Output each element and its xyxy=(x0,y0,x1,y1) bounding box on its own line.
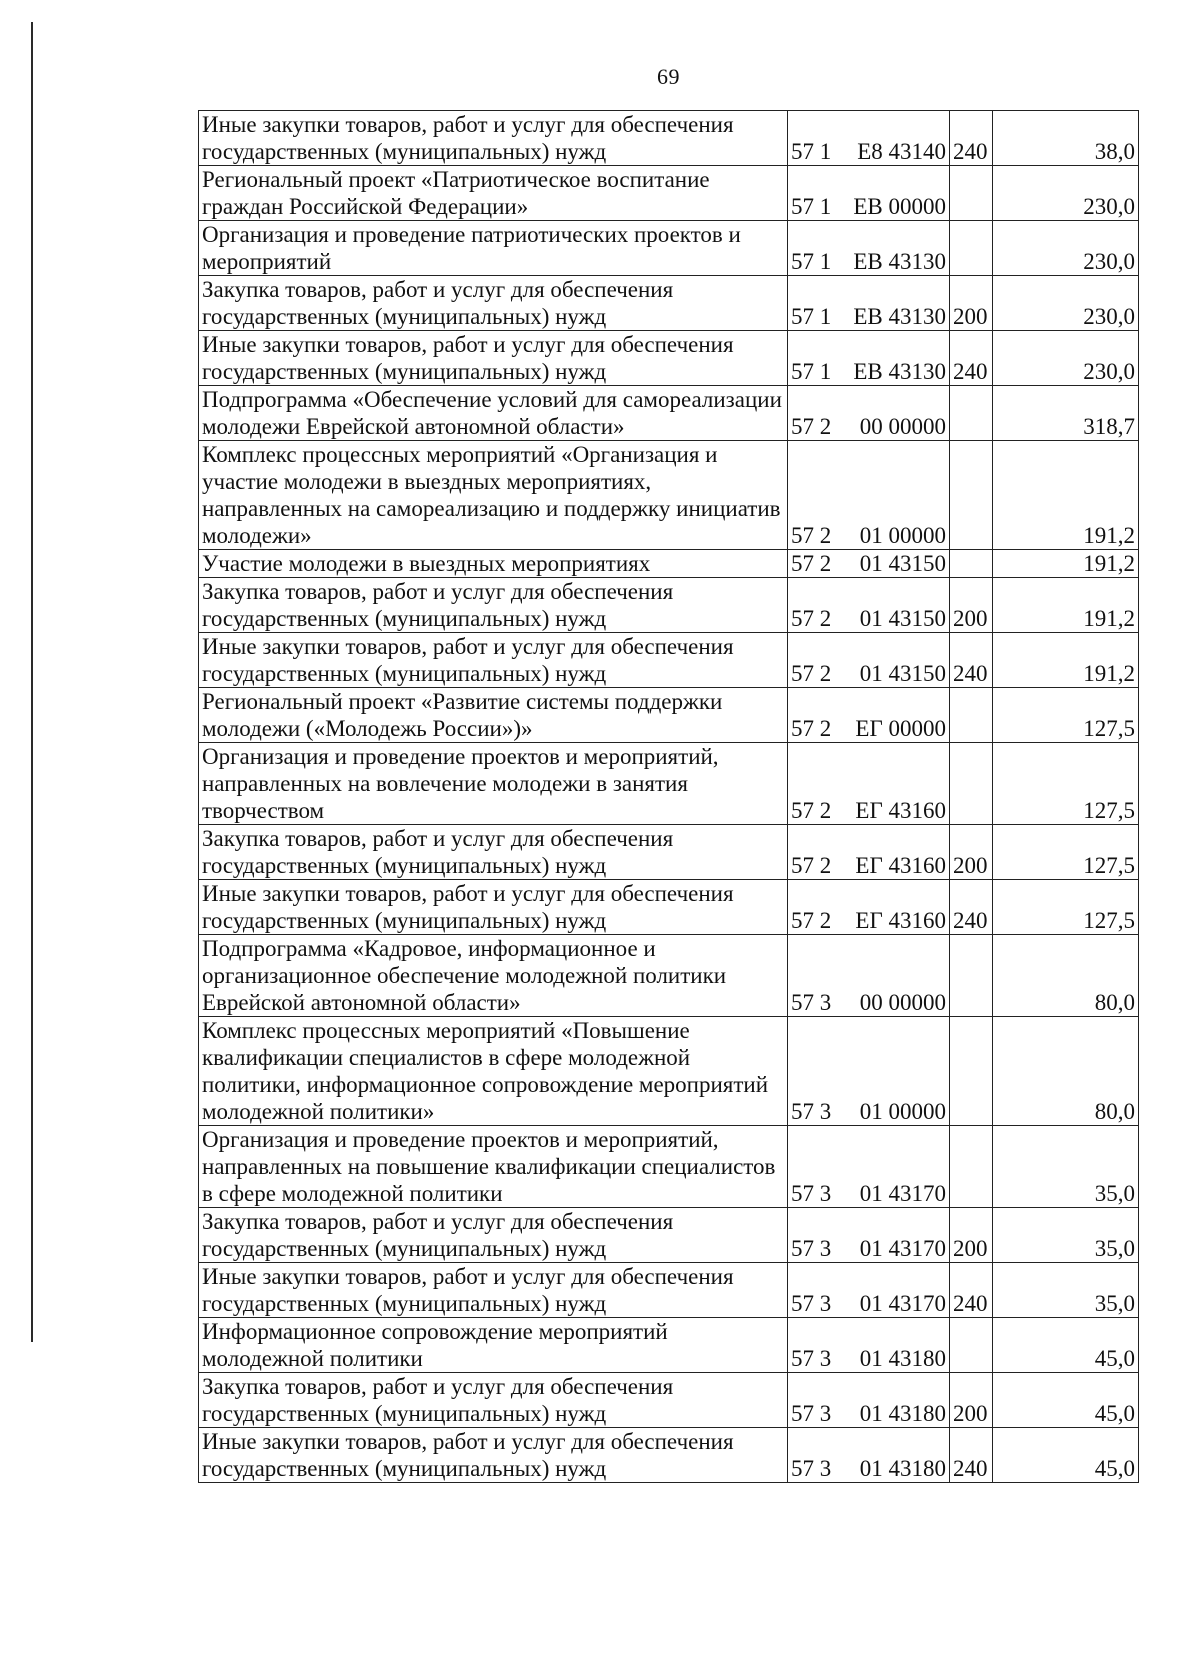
row-sum-cell: 80,0 xyxy=(993,935,1139,1017)
row-expense-type-cell: 200 xyxy=(950,276,993,331)
row-sum-cell: 230,0 xyxy=(993,331,1139,386)
row-code-program: 57 1 xyxy=(791,249,832,274)
row-code-wrap xyxy=(791,358,946,385)
table-row xyxy=(199,1373,1139,1428)
row-sum-cell: 127,5 xyxy=(993,743,1139,825)
row-sum-cell: 230,0 xyxy=(993,166,1139,221)
table-row xyxy=(199,1428,1139,1483)
row-name-cell: Информационное сопровождение мероприятий молодежной политики xyxy=(199,1318,788,1373)
row-name-cell: Организация и проведение проектов и мероприятий, направленных на вовлечение молодежи в занятия творчеством xyxy=(199,743,788,825)
row-code-item: ЕВ 43130 xyxy=(853,304,946,329)
budget-table-body xyxy=(199,111,1139,1483)
row-expense-type-cell xyxy=(950,743,993,825)
row-code-item: ЕВ 43130 xyxy=(853,359,946,384)
row-sum-cell: 35,0 xyxy=(993,1126,1139,1208)
row-code-program: 57 2 xyxy=(791,606,832,631)
row-code-wrap xyxy=(791,1290,946,1317)
row-sum-cell: 45,0 xyxy=(993,1318,1139,1373)
row-expense-type-cell xyxy=(950,166,993,221)
budget-table xyxy=(198,110,1139,1483)
row-sum-cell: 127,5 xyxy=(993,825,1139,880)
row-sum-cell: 191,2 xyxy=(993,550,1139,578)
table-row xyxy=(199,633,1139,688)
row-code-program: 57 1 xyxy=(791,139,832,164)
row-code-item: 01 43170 xyxy=(859,1181,946,1206)
table-row xyxy=(199,1017,1139,1126)
row-code-program: 57 2 xyxy=(791,853,832,878)
row-code-wrap xyxy=(791,715,946,742)
row-sum-cell: 191,2 xyxy=(993,578,1139,633)
row-code-wrap xyxy=(791,660,946,687)
row-name-cell: Подпрограмма «Обеспечение условий для самореализации молодежи Еврейской автономной области» xyxy=(199,386,788,441)
row-code-wrap xyxy=(791,852,946,879)
table-row xyxy=(199,825,1139,880)
row-name-cell: Закупка товаров, работ и услуг для обеспечения государственных (муниципальных) нужд xyxy=(199,1373,788,1428)
row-code-wrap xyxy=(791,193,946,220)
row-expense-type-cell: 240 xyxy=(950,633,993,688)
row-code-cell xyxy=(788,276,950,331)
row-code-program: 57 3 xyxy=(791,1346,832,1371)
row-name-cell: Комплекс процессных мероприятий «Повышение квалификации специалистов в сфере молодежной политики, информационное сопровождение мероприятий молодежной политики» xyxy=(199,1017,788,1126)
row-name-cell: Региональный проект «Развитие системы поддержки молодежи («Молодежь России»)» xyxy=(199,688,788,743)
row-code-item: Е8 43140 xyxy=(857,139,946,164)
table-row xyxy=(199,1208,1139,1263)
row-code-wrap xyxy=(791,605,946,632)
row-expense-type-cell: 240 xyxy=(950,1428,993,1483)
table-row xyxy=(199,111,1139,166)
row-sum-cell: 191,2 xyxy=(993,441,1139,550)
row-code-program: 57 2 xyxy=(791,551,832,576)
row-expense-type-cell xyxy=(950,221,993,276)
row-code-program: 57 1 xyxy=(791,359,832,384)
row-code-cell xyxy=(788,688,950,743)
row-code-cell xyxy=(788,441,950,550)
row-code-item: ЕГ 43160 xyxy=(855,908,946,933)
row-name-cell: Региональный проект «Патриотическое воспитание граждан Российской Федерации» xyxy=(199,166,788,221)
table-row xyxy=(199,331,1139,386)
table-row xyxy=(199,880,1139,935)
row-code-item: 01 43180 xyxy=(859,1401,946,1426)
table-row xyxy=(199,688,1139,743)
row-name-cell: Иные закупки товаров, работ и услуг для обеспечения государственных (муниципальных) нужд xyxy=(199,1263,788,1318)
row-code-cell xyxy=(788,1126,950,1208)
row-code-item: 01 00000 xyxy=(859,1099,946,1124)
row-code-wrap xyxy=(791,413,946,440)
row-code-cell xyxy=(788,743,950,825)
row-code-item: ЕГ 00000 xyxy=(855,716,946,741)
row-sum-cell: 35,0 xyxy=(993,1208,1139,1263)
row-code-program: 57 2 xyxy=(791,908,832,933)
row-code-item: 01 43180 xyxy=(859,1456,946,1481)
table-row xyxy=(199,221,1139,276)
table-row xyxy=(199,276,1139,331)
row-code-cell xyxy=(788,550,950,578)
row-code-cell xyxy=(788,578,950,633)
row-code-cell xyxy=(788,1373,950,1428)
row-sum-cell: 318,7 xyxy=(993,386,1139,441)
row-code-cell xyxy=(788,1263,950,1318)
row-expense-type-cell: 240 xyxy=(950,880,993,935)
row-sum-cell: 35,0 xyxy=(993,1263,1139,1318)
row-code-cell xyxy=(788,1318,950,1373)
row-code-cell xyxy=(788,1017,950,1126)
row-code-program: 57 2 xyxy=(791,523,832,548)
row-code-wrap xyxy=(791,1345,946,1372)
row-name-cell: Организация и проведение проектов и мероприятий, направленных на повышение квалификации специалистов в сфере молодежной политики xyxy=(199,1126,788,1208)
row-code-program: 57 3 xyxy=(791,1099,832,1124)
row-name-cell: Закупка товаров, работ и услуг для обеспечения государственных (муниципальных) нужд xyxy=(199,276,788,331)
table-row xyxy=(199,1263,1139,1318)
row-code-cell xyxy=(788,880,950,935)
row-code-item: ЕГ 43160 xyxy=(855,798,946,823)
row-name-cell: Иные закупки товаров, работ и услуг для обеспечения государственных (муниципальных) нужд xyxy=(199,880,788,935)
row-name-cell: Организация и проведение патриотических проектов и мероприятий xyxy=(199,221,788,276)
row-expense-type-cell: 200 xyxy=(950,825,993,880)
page-number: 69 xyxy=(657,64,680,89)
row-code-program: 57 1 xyxy=(791,194,832,219)
scan-edge-line xyxy=(31,22,33,1342)
row-sum-cell: 127,5 xyxy=(993,880,1139,935)
table-row xyxy=(199,550,1139,578)
row-code-wrap xyxy=(791,1235,946,1262)
row-code-item: ЕГ 43160 xyxy=(855,853,946,878)
row-expense-type-cell xyxy=(950,1318,993,1373)
row-name-cell: Комплекс процессных мероприятий «Организация и участие молодежи в выездных мероприятиях, направленных на самореализацию и поддержку инициатив молодежи» xyxy=(199,441,788,550)
table-row xyxy=(199,578,1139,633)
table-row xyxy=(199,935,1139,1017)
row-code-program: 57 2 xyxy=(791,661,832,686)
row-code-program: 57 2 xyxy=(791,798,832,823)
row-code-program: 57 3 xyxy=(791,1401,832,1426)
row-name-cell: Закупка товаров, работ и услуг для обеспечения государственных (муниципальных) нужд xyxy=(199,825,788,880)
row-code-item: ЕВ 43130 xyxy=(853,249,946,274)
table-row xyxy=(199,166,1139,221)
row-code-wrap xyxy=(791,522,946,549)
row-code-cell xyxy=(788,111,950,166)
row-code-program: 57 3 xyxy=(791,990,832,1015)
table-row xyxy=(199,386,1139,441)
row-expense-type-cell xyxy=(950,550,993,578)
row-code-program: 57 2 xyxy=(791,414,832,439)
row-expense-type-cell xyxy=(950,441,993,550)
row-expense-type-cell: 200 xyxy=(950,1373,993,1428)
row-expense-type-cell: 240 xyxy=(950,331,993,386)
row-code-wrap xyxy=(791,138,946,165)
row-expense-type-cell: 200 xyxy=(950,578,993,633)
row-sum-cell: 127,5 xyxy=(993,688,1139,743)
row-code-item: 01 43170 xyxy=(859,1291,946,1316)
row-name-cell: Иные закупки товаров, работ и услуг для обеспечения государственных (муниципальных) нужд xyxy=(199,331,788,386)
row-code-cell xyxy=(788,1208,950,1263)
row-code-item: 01 43150 xyxy=(859,551,946,576)
row-sum-cell: 191,2 xyxy=(993,633,1139,688)
row-code-program: 57 3 xyxy=(791,1291,832,1316)
row-expense-type-cell xyxy=(950,386,993,441)
row-name-cell: Иные закупки товаров, работ и услуг для обеспечения государственных (муниципальных) нужд xyxy=(199,111,788,166)
row-expense-type-cell xyxy=(950,1017,993,1126)
row-code-item: 00 00000 xyxy=(859,414,946,439)
row-code-wrap xyxy=(791,797,946,824)
row-code-item: 01 43150 xyxy=(859,606,946,631)
row-expense-type-cell xyxy=(950,935,993,1017)
row-code-wrap xyxy=(791,989,946,1016)
row-code-program: 57 3 xyxy=(791,1456,832,1481)
row-code-wrap xyxy=(791,1098,946,1125)
row-code-cell xyxy=(788,935,950,1017)
row-code-program: 57 3 xyxy=(791,1236,832,1261)
row-code-program: 57 2 xyxy=(791,716,832,741)
row-code-item: 01 00000 xyxy=(859,523,946,548)
table-row xyxy=(199,441,1139,550)
table-row xyxy=(199,743,1139,825)
row-code-cell xyxy=(788,221,950,276)
row-code-program: 57 1 xyxy=(791,304,832,329)
row-code-cell xyxy=(788,825,950,880)
row-name-cell: Подпрограмма «Кадровое, информационное и организационное обеспечение молодежной политики Еврейской автономной области» xyxy=(199,935,788,1017)
row-code-wrap xyxy=(791,303,946,330)
row-name-cell: Иные закупки товаров, работ и услуг для обеспечения государственных (муниципальных) нужд xyxy=(199,1428,788,1483)
row-name-cell: Участие молодежи в выездных мероприятиях xyxy=(199,550,788,578)
row-code-item: 01 43150 xyxy=(859,661,946,686)
row-expense-type-cell: 240 xyxy=(950,1263,993,1318)
row-code-wrap xyxy=(791,248,946,275)
row-code-item: 01 43170 xyxy=(859,1236,946,1261)
row-expense-type-cell xyxy=(950,688,993,743)
table-row xyxy=(199,1126,1139,1208)
row-code-cell xyxy=(788,166,950,221)
row-code-cell xyxy=(788,331,950,386)
row-code-cell xyxy=(788,633,950,688)
row-sum-cell: 38,0 xyxy=(993,111,1139,166)
row-expense-type-cell xyxy=(950,1126,993,1208)
row-code-item: 01 43180 xyxy=(859,1346,946,1371)
row-sum-cell: 45,0 xyxy=(993,1428,1139,1483)
row-code-wrap xyxy=(791,1455,946,1482)
row-code-wrap xyxy=(791,550,946,577)
row-code-wrap xyxy=(791,1400,946,1427)
row-code-wrap xyxy=(791,1180,946,1207)
row-expense-type-cell: 200 xyxy=(950,1208,993,1263)
row-sum-cell: 80,0 xyxy=(993,1017,1139,1126)
row-code-wrap xyxy=(791,907,946,934)
row-sum-cell: 230,0 xyxy=(993,276,1139,331)
row-name-cell: Иные закупки товаров, работ и услуг для обеспечения государственных (муниципальных) нужд xyxy=(199,633,788,688)
row-sum-cell: 45,0 xyxy=(993,1373,1139,1428)
row-name-cell: Закупка товаров, работ и услуг для обеспечения государственных (муниципальных) нужд xyxy=(199,1208,788,1263)
row-sum-cell: 230,0 xyxy=(993,221,1139,276)
row-code-program: 57 3 xyxy=(791,1181,832,1206)
row-code-cell xyxy=(788,386,950,441)
row-name-cell: Закупка товаров, работ и услуг для обеспечения государственных (муниципальных) нужд xyxy=(199,578,788,633)
row-expense-type-cell: 240 xyxy=(950,111,993,166)
row-code-cell xyxy=(788,1428,950,1483)
row-code-item: ЕВ 00000 xyxy=(853,194,946,219)
table-row xyxy=(199,1318,1139,1373)
row-code-item: 00 00000 xyxy=(859,990,946,1015)
